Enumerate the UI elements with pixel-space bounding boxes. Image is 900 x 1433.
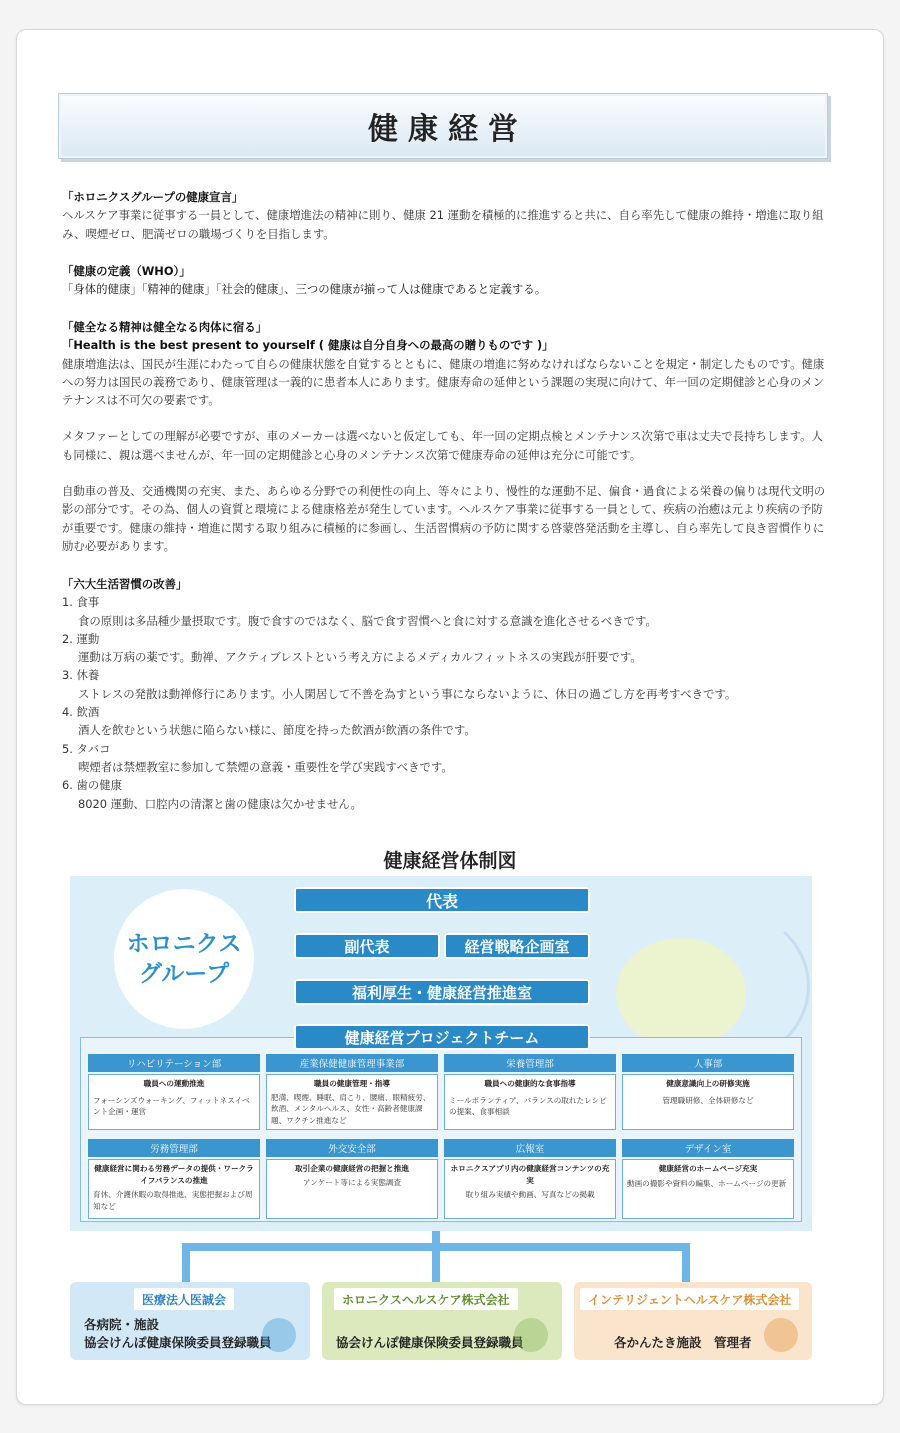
dept-box bbox=[88, 1074, 260, 1130]
leaf-logo-icon bbox=[514, 1318, 548, 1352]
dept-task-body: ミールボランティア、バランスの取れたレシピの提案、食事相談 bbox=[449, 1095, 607, 1116]
who-body: 「身体的健康」「精神的健康」「社会的健康」、三つの健康が揃って人は健康であると定義する。 bbox=[62, 282, 547, 297]
entity-line1: 各病院・施設 bbox=[84, 1317, 160, 1332]
group-name-line2: グループ bbox=[138, 961, 230, 987]
who-heading: 「健康の定義（WHO）」 bbox=[62, 264, 191, 278]
page-title: 健康経営 bbox=[368, 112, 528, 147]
habit-title: 5. タバコ bbox=[62, 741, 111, 756]
entity-tag: インテリジェントヘルスケア株式会社 bbox=[580, 1288, 799, 1310]
dept-task-title: 職員への運動推進 bbox=[143, 1079, 205, 1088]
dept-header: 栄養管理部 bbox=[444, 1054, 616, 1072]
water-drop-icon bbox=[262, 1318, 296, 1352]
habits-heading: 「六大生活習慣の改善」 bbox=[62, 577, 188, 591]
dept-box bbox=[88, 1159, 260, 1219]
entity-line2: 協会けんぽ健康保険委員登録職員 bbox=[336, 1335, 524, 1350]
entity-box-intelligent-healthcare bbox=[574, 1282, 812, 1360]
dept-header: 人事部 bbox=[622, 1054, 794, 1072]
org-chart bbox=[70, 876, 812, 1231]
entity-tag: ホロニクスヘルスケア株式会社 bbox=[334, 1288, 518, 1310]
group-name-line1: ホロニクス bbox=[126, 931, 242, 957]
who-section bbox=[62, 262, 834, 299]
dept-box bbox=[266, 1159, 438, 1219]
dept-box bbox=[444, 1159, 616, 1219]
ih-logo-icon bbox=[764, 1318, 798, 1352]
habit-item bbox=[62, 666, 834, 703]
entity-line2: 協会けんぽ健康保険委員登録職員 bbox=[84, 1335, 272, 1350]
dept-task-title: 健康経営に関わる労務データの提供・ワークライフバランスの推進 bbox=[94, 1164, 254, 1185]
mind-paragraph-2: メタファーとしての理解が必要ですが、車のメーカーは選べないと仮定しても、年一回の定期点検とメンテナンス次第で車は丈夫で長持ちします。人も同様に、親は選べませんが、年一回の定期健診と心身のメンテナンス次第で健康寿命の延伸は充分に可能です。 bbox=[62, 429, 823, 462]
habit-item bbox=[62, 593, 834, 630]
declaration-heading: 「ホロニクスグループの健康宣言」 bbox=[62, 190, 244, 204]
habit-item bbox=[62, 703, 834, 740]
dept-header: 産業保健健康管理事業部 bbox=[266, 1054, 438, 1072]
representative-box: 代表 bbox=[294, 887, 590, 913]
connector-line bbox=[182, 1243, 190, 1283]
habit-body: 運動は万病の薬です。動禅、アクティブレストという考え方によるメディカルフィットネスの実践が肝要です。 bbox=[78, 650, 642, 665]
habit-body: 喫煙者は禁煙教室に参加して禁煙の意義・重要性を学び実践すべきです。 bbox=[78, 759, 453, 774]
entity-box-iseikai bbox=[70, 1282, 310, 1360]
entity-tag: 医療法人医誠会 bbox=[134, 1288, 234, 1310]
mind-heading-2: 「Health is the best present to yourself ( 健康は自分自身への最高の贈りものです )」 bbox=[62, 338, 554, 353]
mind-section bbox=[62, 318, 834, 555]
habit-title: 2. 運動 bbox=[62, 631, 100, 646]
habit-title: 1. 食事 bbox=[62, 595, 100, 610]
dept-box bbox=[266, 1074, 438, 1130]
title-banner bbox=[58, 93, 828, 159]
dept-task-title: 健康意識向上の研修実施 bbox=[666, 1079, 750, 1088]
dept-task-body: 動画の撮影や資料の編集、ホームページの更新 bbox=[627, 1178, 787, 1188]
dept-task-title: ホロニクスアプリ内の健康経営コンテンツの充実 bbox=[450, 1164, 610, 1185]
entity-line2: 各かんたき施設 管理者 bbox=[614, 1335, 752, 1350]
group-logo-circle bbox=[114, 889, 254, 1029]
habit-item bbox=[62, 740, 834, 777]
strategy-office-box: 経営戦略企画室 bbox=[444, 933, 590, 959]
connector-line bbox=[432, 1243, 440, 1283]
dept-task-title: 取引企業の健康経営の把握と推進 bbox=[295, 1164, 409, 1173]
dept-task-body: アンケート等による実態調査 bbox=[302, 1177, 402, 1187]
decorative-circle bbox=[616, 938, 746, 1048]
dept-task-body: 育休、介護休暇の取得推進、実態把握および周知など bbox=[93, 1190, 253, 1211]
mind-paragraph-1: 健康増進法は、国民が生涯にわたって自らの健康状態を自覚するとともに、健康の増進に努めなければならないことを規定・制定したものです。健康への努力は国民の義務であり、健康管理は一義的に患者本人にあります。健康寿命の延伸という課題の実現に向けて、年一回の定期健診と心身のメンテナンスは不可欠の要素です。 bbox=[62, 356, 825, 408]
dept-header: 労務管理部 bbox=[88, 1139, 260, 1157]
dept-box bbox=[622, 1159, 794, 1219]
mind-heading-1: 「健全なる精神は健全なる肉体に宿る」 bbox=[62, 320, 268, 334]
habit-body: 8020 運動、口腔内の清潔と歯の健康は欠かせません。 bbox=[78, 796, 362, 811]
dept-task-title: 健康経営のホームページ充実 bbox=[658, 1164, 758, 1173]
welfare-office-box: 福利厚生・健康経営推進室 bbox=[294, 979, 590, 1005]
dept-task-title: 職員の健康管理・指導 bbox=[314, 1079, 390, 1088]
dept-box bbox=[622, 1074, 794, 1130]
mind-paragraph-3: 自動車の普及、交通機関の充実、また、あらゆる分野での利便性の向上、等々により、慢性的な運動不足、偏食・過食による栄養の偏りは現代文明の影の部分です。その為、個人の資質と環境による健康格差が発生しています。ヘルスケア事業に従事する一員として、疾病の治癒は元より疾病の予防が重要です。健康の維持・増進に関する取り組みに積極的に参画し、生活習慣病の予防に関する啓蒙啓発活動を主導し、自ら率先して良き習慣作りに励む必要があります。 bbox=[62, 484, 826, 553]
habit-title: 3. 休養 bbox=[62, 668, 100, 683]
dept-header: リハビリテーション部 bbox=[88, 1054, 260, 1072]
habit-title: 4. 飲酒 bbox=[62, 705, 100, 720]
habit-body: 酒人を飲むという状態に陥らない様に、節度を持った飲酒が飲酒の条件です。 bbox=[78, 723, 476, 738]
dept-task-body: 管理職研修、全体研修など bbox=[662, 1095, 754, 1105]
vice-representative-box: 副代表 bbox=[294, 933, 440, 959]
habit-item bbox=[62, 630, 834, 667]
dept-header: デザイン室 bbox=[622, 1139, 794, 1157]
project-team-box: 健康経営プロジェクトチーム bbox=[294, 1024, 590, 1050]
dept-header: 外交安全部 bbox=[266, 1139, 438, 1157]
habit-title: 6. 歯の健康 bbox=[62, 778, 123, 793]
dept-task-body: フォーシンズウォーキング、フィットネスイベント企画・運営 bbox=[93, 1095, 250, 1116]
habits-section bbox=[62, 575, 834, 813]
dept-task-body: 肥満、喫煙、睡眠、肩こり、腰痛、眼精疲労、飲酒、メンタルヘルス、女性・高齢者健康課題、ワクチン推進など bbox=[271, 1092, 431, 1125]
dept-header: 広報室 bbox=[444, 1139, 616, 1157]
dept-box bbox=[444, 1074, 616, 1130]
declaration-body: ヘルスケア事業に従事する一員として、健康増進法の精神に則り、健康 21 運動を積極的に推進すると共に、自ら率先して健康の維持・増進に取り組み、喫煙ゼロ、肥満ゼロの職場づくりを目指します。 bbox=[62, 208, 824, 241]
habit-item bbox=[62, 776, 834, 813]
declaration-section bbox=[62, 188, 834, 243]
habit-body: ストレスの発散は動禅修行にあります。小人閑居して不善を為すという事にならないように、休日の過ごし方を再考すべきです。 bbox=[78, 686, 737, 701]
org-chart-title: 健康経営体制図 bbox=[383, 850, 517, 872]
dept-task-body: 取り組み実績や動画、写真などの掲載 bbox=[465, 1190, 595, 1199]
dept-task-title: 職員への健康的な食事指導 bbox=[484, 1079, 576, 1088]
habit-body: 食の原則は多品種少量摂取です。腹で食すのではなく、脳で食す習慣へと食に対する意識を進化させるべきです。 bbox=[78, 613, 657, 628]
connector-line bbox=[682, 1243, 690, 1283]
entity-box-holonics-healthcare bbox=[322, 1282, 562, 1360]
